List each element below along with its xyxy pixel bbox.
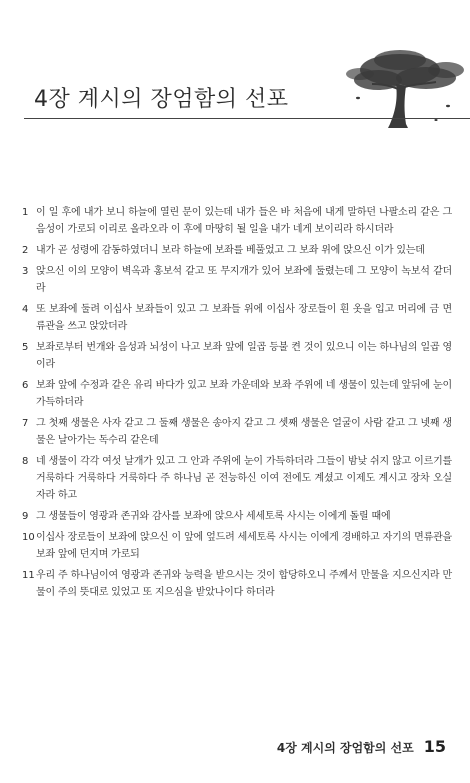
verse-number: 5 xyxy=(22,342,29,353)
verse-text: 우리 주 하나님이여 영광과 존귀와 능력을 받으시는 것이 합당하오니 주께서 만물을 지으신지라 만물이 주의 뜻대로 있었고 또 지으심을 받았나이다 하더라 xyxy=(36,570,452,598)
page-footer xyxy=(277,737,446,756)
verse-2 xyxy=(22,242,452,259)
verse-number: 4 xyxy=(22,304,29,315)
verse-number: 10 xyxy=(22,532,35,543)
verse-text: 이십사 장로들이 보좌에 앉으신 이 앞에 엎드려 세세토록 사시는 이에게 경배하고 자기의 면류관을 보좌 앞에 던지며 가로되 xyxy=(36,532,452,560)
verse-10 xyxy=(22,529,452,563)
verse-4 xyxy=(22,301,452,335)
page-number: 15 xyxy=(423,737,446,756)
verse-number: 3 xyxy=(22,266,29,277)
verse-9 xyxy=(22,508,452,525)
verse-11 xyxy=(22,567,452,601)
verse-number: 1 xyxy=(22,207,29,218)
verse-text: 보좌로부터 번개와 음성과 뇌성이 나고 보좌 앞에 일곱 등불 켠 것이 있으니 이는 하나님의 일곱 영이라 xyxy=(36,342,452,370)
verse-text: 또 보좌에 둘려 이십사 보좌들이 있고 그 보좌들 위에 이십사 장로들이 흰 옷을 입고 머리에 금 면류관을 쓰고 앉았더라 xyxy=(36,304,452,332)
running-footer-title: 4장 계시의 장엄함의 선포 xyxy=(276,741,414,755)
verse-number: 7 xyxy=(22,418,29,429)
verse-7 xyxy=(22,415,452,449)
verse-text: 네 생물이 각각 여섯 날개가 있고 그 안과 주위에 눈이 가득하더라 그들이 밤낮 쉬지 않고 이르기를 거룩하다 거룩하다 거룩하다 주 하나님 곧 전능하신 이여 전에도 계셨고 이제도 계시고 장차 오실 자라 하고 xyxy=(36,456,452,501)
verse-number: 11 xyxy=(22,570,35,581)
tree-icon xyxy=(338,40,470,150)
verse-6 xyxy=(22,377,452,411)
verse-text: 그 첫째 생물은 사자 같고 그 둘째 생물은 송아지 같고 그 셋째 생물은 얼굴이 사람 같고 그 넷째 생물은 날아가는 독수리 같은데 xyxy=(36,418,452,446)
verse-text: 내가 곧 성령에 감동하였더니 보라 하늘에 보좌를 베풀었고 그 보좌 위에 앉으신 이가 있는데 xyxy=(36,245,425,256)
verse-text: 이 일 후에 내가 보니 하늘에 열린 문이 있는데 내가 들은 바 처음에 내게 말하던 나팔소리 같은 그 음성이 가로되 이리로 올라오라 이 후에 마땅히 될 일을 내가 네게 보이리라 하시더라 xyxy=(36,207,452,235)
title-divider xyxy=(24,118,470,119)
verse-text: 앉으신 이의 모양이 벽옥과 홍보석 같고 또 무지개가 있어 보좌에 둘렸는데 그 모양이 녹보석 같더라 xyxy=(36,266,452,294)
verse-number: 8 xyxy=(22,456,29,467)
verse-3 xyxy=(22,263,452,297)
verse-1 xyxy=(22,204,452,238)
verse-text: 보좌 앞에 수정과 같은 유리 바다가 있고 보좌 가운데와 보좌 주위에 네 생물이 있는데 앞뒤에 눈이 가득하더라 xyxy=(36,380,452,408)
verse-5 xyxy=(22,339,452,373)
chapter-title: 4장 계시의 장엄함의 선포 xyxy=(34,87,289,112)
verse-number: 9 xyxy=(22,511,29,522)
verse-8 xyxy=(22,453,452,504)
verse-number: 2 xyxy=(22,245,29,256)
verse-text: 그 생물들이 영광과 존귀와 감사를 보좌에 앉으사 세세토록 사시는 이에게 돌릴 때에 xyxy=(36,511,391,522)
verse-number: 6 xyxy=(22,380,29,391)
verse-list xyxy=(22,204,452,605)
